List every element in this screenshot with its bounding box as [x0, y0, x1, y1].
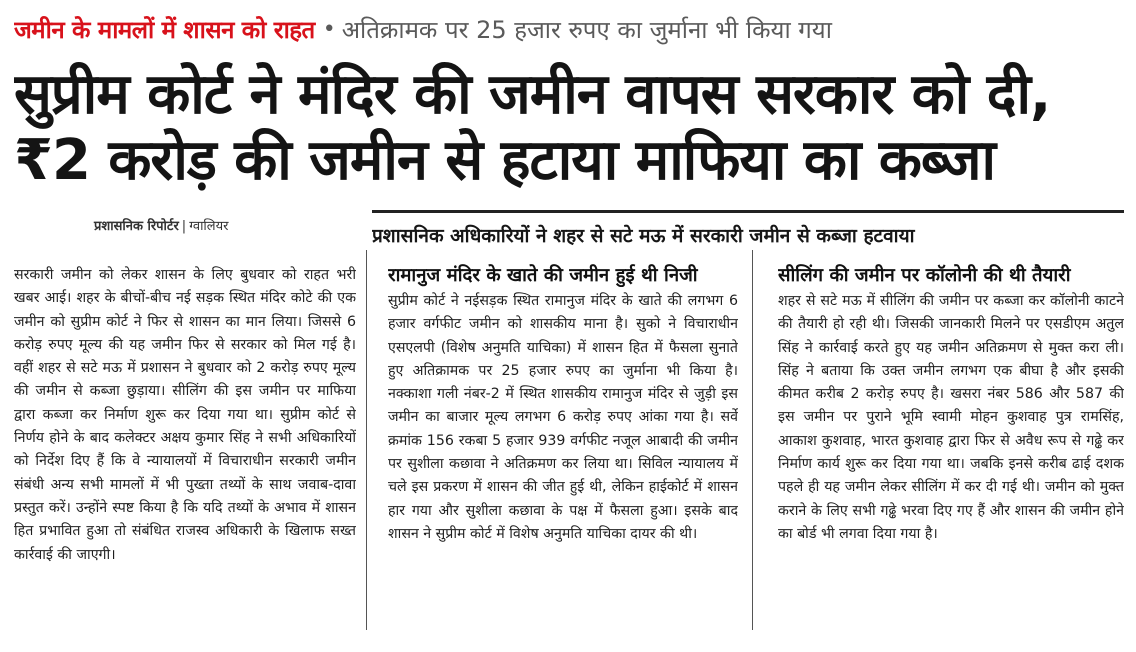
- column-2-body: सुप्रीम कोर्ट ने नईसड़क स्थित रामानुज मंदिर के खाते की लगभग 6 हजार वर्गफीट जमीन को शासकीय माना है। सुको ने विचाराधीन एसएलपी (विशेष अनुमति याचिका) में शासन हित में फैसला सुनाते हुए अतिक्रामक पर 25 हजार रुपए का जुर्माना भी किया है। नक्काशा गली नंबर-2 में स्थित शासकीय रामानुज मंदिर से जुड़ी इस जमीन का बाजार मूल्य लगभग 6 करोड़ रुपए आंका गया है। सर्वे क्रमांक 156 रकबा 5 हजार 939 वर्गफीट नजूल आबादी की जमीन पर सुशीला कछावा ने अतिक्रमण कर लिया था। सिविल न्यायालय में चले इस प्रकरण में शासन की जीत हुई थी, लेकिन हाईकोर्ट में शासन हार गया और सुशीला कछावा के पक्ष में फैसला हुआ। इसके बाद शासन ने सुप्रीम कोर्ट में विशेष अनुमति याचिका दायर की थी।: [388, 293, 738, 542]
- byline-separator: |: [181, 219, 187, 234]
- column-2-heading: रामानुज मंदिर के खाते की जमीन हुई थी निजी: [388, 262, 738, 287]
- kicker-line: [14, 10, 1124, 48]
- column-3-heading: सीलिंग की जमीन पर कॉलोनी की थी तैयारी: [778, 262, 1124, 287]
- headline-line-1: सुप्रीम कोर्ट ने मंदिर की जमीन वापस सरकार को दी,: [14, 62, 1051, 127]
- column-divider-1: [366, 250, 367, 630]
- headline: [14, 62, 1124, 194]
- column-1-body: सरकारी जमीन को लेकर शासन के लिए बुधवार को राहत भरी खबर आई। शहर के बीचों-बीच नई सड़क स्थित मंदिर कोटे की एक जमीन को सुप्रीम कोर्ट ने फिर से शासन का मान लिया। जिससे 6 करोड़ रुपए मूल्य की यह जमीन फिर से सरकार को मिल गई है। वहीं शहर से सटे मऊ में प्रशासन ने बुधवार को 2 करोड़ रुपए मूल्य की जमीन से कब्जा छुड़ाया। सीलिंग की इस जमीन पर माफिया द्वारा कब्जा कर निर्माण शुरू कर दिया गया था। सुप्रीम कोर्ट से निर्णय होने के बाद कलेक्टर अक्षय कुमार सिंह ने सभी अधिकारियों को निर्देश दिए हैं कि वे न्यायालयों में विचाराधीन सरकारी जमीन संबंधी अन्य सभी मामलों में भी पुख्ता तथ्यों के साथ जवाब-दावा प्रस्तुत करें। उन्होंने स्पष्ट किया है कि यदि तथ्यों के अभाव में शासन हित प्रभावित हुआ तो संबंधित राजस्व अधिकारी के खिलाफ सख्त कार्रवाई की जाएगी।: [14, 267, 356, 563]
- column-divider-2: [752, 250, 753, 630]
- kicker-grey-text: अतिक्रामक पर 25 हजार रुपए का जुर्माना भी किया गया: [341, 15, 832, 44]
- byline: [94, 216, 228, 234]
- kicker-red-text: जमीन के मामलों में शासन को राहत: [14, 15, 315, 44]
- byline-reporter: प्रशासनिक रिपोर्टर: [94, 219, 179, 234]
- subhead: प्रशासनिक अधिकारियों ने शहर से सटे मऊ में सरकारी जमीन से कब्जा हटवाया: [372, 225, 915, 247]
- byline-city: ग्वालियर: [189, 219, 229, 234]
- column-3-body: शहर से सटे मऊ में सीलिंग की जमीन पर कब्जा कर कॉलोनी काटने की तैयारी हो रही थी। जिसकी जानकारी मिलने पर एसडीएम अतुल सिंह ने कार्रवाई करते हुए यह जमीन अतिक्रमण से मुक्त करा ली। सिंह ने बताया कि उक्त जमीन लगभग एक बीघा है और इसकी कीमत करीब 2 करोड़ रुपए है। खसरा नंबर 586 और 587 की इस जमीन पर पुराने भूमि स्वामी मोहन कुशवाह पुत्र रामसिंह, आकाश कुशवाह, भारत कुशवाह द्वारा फिर से अवैध रूप से गढ्ढे कर निर्माण कार्य शुरू कर दिया गया था। जबकि इनसे करीब ढाई दशक पहले ही यह जमीन लेकर सीलिंग में कर दी गई थी। जमीन को मुक्त कराने के लिए सभी गढ्ढे भरवा दिए गए हैं और शासन की जमीन होने का बोर्ड भी लगवा दिया गया है।: [778, 293, 1124, 542]
- headline-line-2: ₹2 करोड़ की जमीन से हटाया माफिया का कब्जा: [14, 128, 996, 193]
- kicker-bullet: •: [322, 16, 336, 42]
